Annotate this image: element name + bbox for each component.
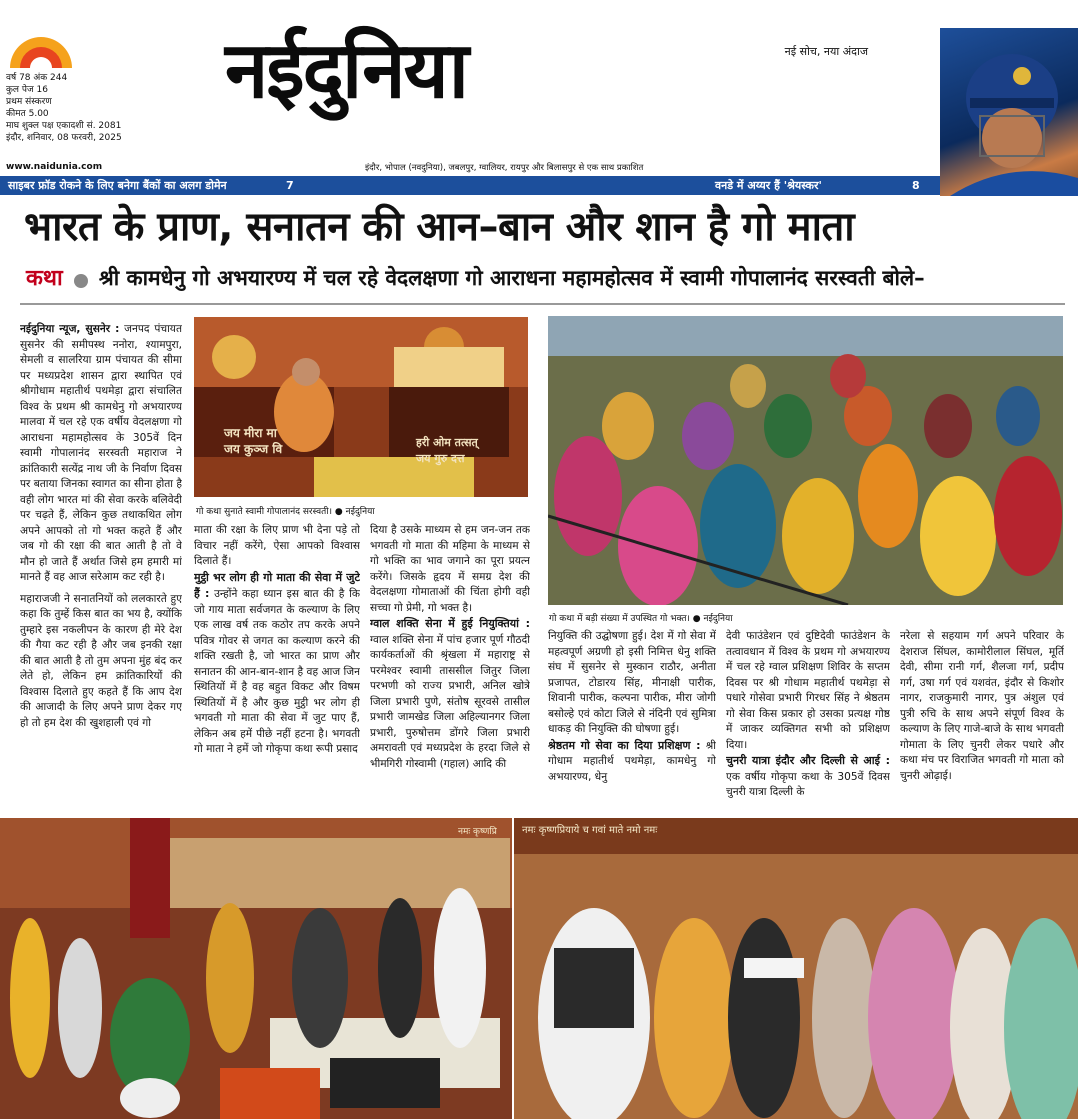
- meta-price: कीमत 5.00: [6, 109, 49, 119]
- caption-audience-source: नईदुनिया: [703, 614, 733, 624]
- meta-pages: कुल पेज 16: [6, 85, 48, 95]
- teaser-right-page: 8: [912, 179, 920, 192]
- column-3-subhead: ग्वाल शक्ति सेना में हुई नियुक्तियां :: [370, 617, 530, 630]
- column-2-text: माता की रक्षा के लिए प्राण भी देना पड़े तो विचार नहीं करेंगे, ऐसा आपको विश्वास दिलाते हैं।: [194, 524, 360, 567]
- banner-left-photo: नमः कृष्णप्रि: [458, 827, 497, 837]
- stage-banner-2: [416, 435, 478, 467]
- column-5b-text: एक वर्षीय गोकृपा कथा के 305वें दिवस चुनरी यात्रा दिल्ली के: [726, 770, 890, 798]
- bullet-dot-icon: ●: [692, 614, 701, 624]
- photo-felicitation: [514, 818, 1078, 1119]
- issue-meta: [6, 72, 122, 144]
- column-6: [900, 629, 1064, 813]
- divider: [20, 303, 1065, 305]
- caption-speaker-source: नईदुनिया: [345, 507, 375, 517]
- dateline: नईदुनिया न्यूज, सुसनेर :: [20, 323, 120, 335]
- banner-right-photo: नमः कृष्णप्रियाये च गवां माते नमो नमः: [522, 825, 658, 836]
- stage-banner-1: [224, 425, 282, 457]
- photo-cow-ceremony: [0, 818, 512, 1119]
- photo-speaker: [194, 317, 528, 497]
- column-4: [548, 629, 716, 813]
- stage-banner-2-line2: जय गुरु दत्त: [416, 452, 465, 465]
- cricketer-photo: [940, 28, 1078, 196]
- column-5-subhead: चुनरी यात्रा इंदौर और दिल्ली से आई :: [726, 754, 890, 767]
- column-4-subhead: श्रेष्ठतम गो सेवा का दिया प्रशिक्षण :: [548, 738, 701, 752]
- column-3: [370, 523, 530, 813]
- stage-banner-2-line1: हरी ओम तत्सत्: [416, 436, 478, 449]
- column-2b-text: उन्होंने कहा ध्यान इस बात की है कि जो गाय माता सर्वजगत के कल्याण के लिए एक लाख वर्ष तक कठोर तप करके अपने पवित्र गोवर से जगत का कल्याण करने की शक्ति रखती है, जो भारत का प्राण और सनातन की आन-बान-शान है वह आज जिन स्थितियों में है वह बहुत विकट और विषम स्थितियों में है और कुछ मुट्ठी भर लोग ही भगवती गो माता की सेवा में जुट पाए हैं, लेकिन अब हमें पीछे नहीं हटना है। भगवती गो माता ने हमें जो गोकृपा कथा रूपी प्रसाद: [194, 588, 360, 755]
- column-1b-text: महाराजजी ने सनातनियों को ललकारते हुए कहा कि तुम्हें किस बात का भय है, क्योंकि तुम्हारे इस नकलीपन के कारण ही मेरे देश की गैया कट रही है और जब इनकी रक्षा की बात आती है तो तुम अपना मुंह बंद कर लेते हो, लेकिन हम क्रांतिकारियों की विश्वास दिलाते हुए कहते हैं कि आप देश की आजादी के लिए अपने प्राण देकर गए हो तो हम देश की खुशहाली एवं गो: [20, 592, 182, 729]
- column-5: [726, 629, 890, 813]
- teaser-right[interactable]: वनडे में अय्यर हैं 'श्रेयस्कर': [715, 179, 822, 192]
- column-3-text: दिया है उसके माध्यम से हम जन-जन तक भगवती गो माता की महिमा के माध्यम से गो भक्ति का भाव जगाने का पूरा प्रयत्न करेंगे। जिसके हृदय में समग्र देश की वेदलक्षणा गोमाताओं की चिंता होगी वही सच्चा गो प्रेमी, गो भक्त है।: [370, 524, 530, 614]
- column-5-text: देवी फाउंडेशन एवं दुष्टिदेवी फाउंडेशन के तत्वावधान में विश्व के प्रथम गो अभयारण्य में चल रहे ग्वाल प्रशिक्षण शिविर के सप्तम दिवस पर श्री गोधाम महातीर्थ पथमेड़ा से पधारे गोसेवा प्रभारी गिरधर सिंह ने श्रेष्ठतम गो सेवा किस प्रकार हो उसका प्रत्यक्ष गोष्ठ में जाकर व्यक्तिगत सभी को प्रशिक्षण दिया।: [726, 630, 890, 751]
- meta-edition: प्रथम संस्करण: [6, 97, 52, 107]
- column-2: [194, 523, 360, 813]
- newspaper-title: नईदुनिया: [225, 25, 467, 116]
- bullet-dot-icon: [74, 274, 88, 288]
- photo-audience: [548, 316, 1063, 605]
- masthead: [0, 0, 1078, 198]
- column-3b-text: ग्वाल शक्ति सेना में पांच हजार पूर्ण गौठदी कार्यकर्ताओं की श्रृंखला में महाराष्ट्र से परमेश्वर स्वामी ताससील जितुर जिला परभणी को राज्य प्रभारी, अनिल खोत्रे जिला प्रभारी पुणे, संतोष सूरवसे तासील प्रभारी जामखेड जिला अहिल्यानगर जिला प्रभारी, पुरुषोत्तम डोंगरे जिला प्रभारी अमरावती एवं मध्यप्रदेश के हरदा जिले से भीमगिरी गोस्वामी (गहाल) आदि की: [370, 633, 530, 770]
- caption-speaker: [196, 504, 375, 517]
- website-link[interactable]: www.naidunia.com: [6, 162, 103, 172]
- meta-volume: वर्ष 78 अंक 244: [6, 73, 68, 83]
- column-1-text: जनपद पंचायत सुसनेर की समीपस्थ ननोरा, श्यामपुरा, सेमली व सालरिया ग्राम पंचायत की सीमा पर मध्यप्रदेश शासन द्वारा स्थापित एवं श्रीगोधाम महातीर्थ पथमेड़ा द्वारा संचालित विश्व के प्रथम श्री कामधेनु गो अभयारण्य मालवा में चल रहे एक वर्षीय वेदलक्षणा गो आराधना महामहोत्सव के 305वें दिन स्वामी गोपालानंद सरस्वती महाराज ने क्रांतिकारी सत्येंद्र नाथ जी के निर्वाण दिवस पर बताया जिनका स्वागत का सीना होता है वही लोग भारत मां की सेवा करके बलिवेदी पर चढ़ते हैं, लेकिन कुछ तथाकथित लोग अपने आपको तो गो भक्त कहते हैं और जब गो की रक्षा की बात आती है तो वे मौन हो जाते हैं अर्थात जिसे हम हमारी मां मानते हैं वह आज सरेआम कट रही है।: [20, 323, 182, 583]
- column-1: [20, 322, 182, 810]
- stage-banner-1-line2: जय कुञ्ज वि: [224, 442, 283, 456]
- teaser-strip: [0, 176, 940, 195]
- stage-banner-1-line1: जय मीरा मा: [224, 426, 277, 440]
- editions-line: इंदौर, भोपाल (नवदुनिया), जबलपुर, ग्वालियर, रायपुर और बिलासपुर से एक साथ प्रकाशित: [365, 163, 644, 173]
- story-kicker: कथा: [26, 266, 63, 291]
- column-4-text: नियुक्ति की उद्घोषणा हुई। देश में गो सेवा में महत्वपूर्ण अग्रणी हो इसी निमित्त धेनु शक्ति संघ में सुसनेर से मुस्कान राठौर, अनीता प्रजापत, टोडारय सिंह, मीनाक्षी पारीक, शिवानी पारीक, कल्पना पारीक, मीरा जोगी बसोल्हे एवं कोटा जिले से नंदिनी एवं सुमित्रा धाकड़ की नियुक्ति की घोषणा हुई।: [548, 630, 716, 735]
- teaser-left[interactable]: साइबर फ्रॉड रोकने के लिए बनेगा बैंकों का अलग डोमेन: [8, 179, 227, 192]
- bullet-dot-icon: ●: [334, 507, 343, 517]
- kicker-row: [26, 262, 1071, 302]
- column-6-text: नरेला से सहयाम गर्ग अपने परिवार के देशराज सिंघल, कामोरीलाल सिंघल, मूर्ति देवी, सीमा रानी गर्ग, शैलजा गर्ग, प्रदीप गर्ग, उषा गर्ग एवं यशवंत, इंदौर से किशोर नागर, राजकुमारी नागर, पुत्र अंशुल एवं पुत्री रुचि के साथ अपने संपूर्ण विश्व के कल्याण के लिए गाजे-बाजे के साथ भगवती गोमाता के लिए चुनरी लेकर पधारे और कथा मंच पर विराजित भगवती गो माता को चुनरी ओढ़ाई।: [900, 630, 1064, 782]
- column-4b-text: श्री गोधाम महातीर्थ पथमेड़ा, कामधेनु गो अभयारण्य, धेनु: [548, 739, 716, 783]
- story-headline: भारत के प्राण, सनातन की आन–बान और शान है गो माता: [24, 204, 855, 250]
- tagline: नई सोच, नया अंदाज: [784, 45, 868, 58]
- logo-sun-icon: [8, 34, 74, 70]
- caption-audience: [549, 611, 733, 624]
- meta-date: इंदौर, शनिवार, 08 फरवरी, 2025: [6, 133, 122, 143]
- story-subhead: श्री कामधेनु गो अभयारण्य में चल रहे वेदलक्षणा गो आराधना महामहोत्सव में स्वामी गोपालानंद सरस्वती बोले–: [98, 266, 925, 290]
- meta-panchang: माघ शुक्ल पक्ष एकादशी सं. 2081: [6, 121, 122, 131]
- caption-speaker-text: गो कथा सुनाते स्वामी गोपालानंद सरस्वती।: [196, 507, 332, 517]
- caption-audience-text: गो कथा में बड़ी संख्या में उपस्थित गो भक्त।: [549, 614, 690, 624]
- teaser-left-page: 7: [286, 179, 294, 192]
- column-2-subhead: मुट्ठी भर लोग ही गो माता की सेवा में जुटे हैं :: [194, 570, 360, 600]
